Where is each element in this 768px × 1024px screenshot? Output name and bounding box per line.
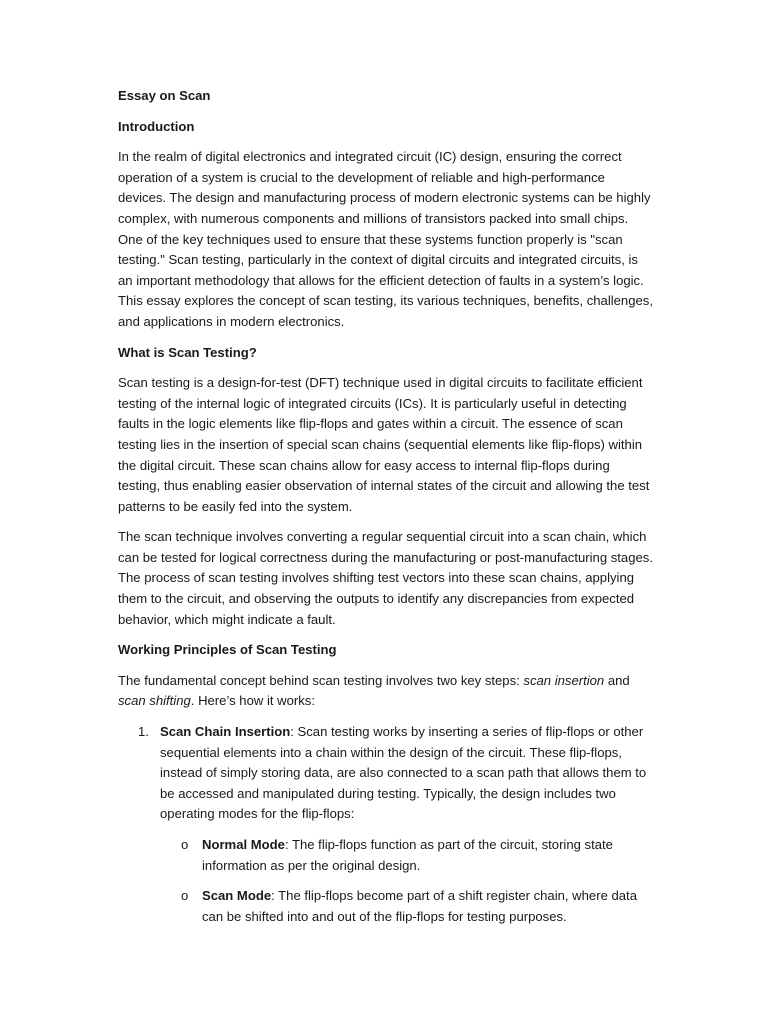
document-title: Essay on Scan (118, 88, 211, 103)
introduction-paragraph: In the realm of digital electronics and integrated circuit (IC) design, ensuring the correct operation of a system is crucial to the development of reliable and high-performance devices. The design and manufacturing process of modern electronic systems can be highly complex, with numerous components and millions of transistors packed into small chips. One of the key techniques used to ensure that these systems function properly is "scan testing." Scan testing, particularly in the context of digital circuits and integrated circuits, is an important methodology that allows for the efficient detection of faults in a system’s logic. This essay explores the concept of scan testing, its various techniques, benefits, challenges, and applications in modern electronics. (118, 149, 653, 329)
principles-intro-paragraph (118, 671, 654, 712)
section-heading-working-principles: Working Principles of Scan Testing (118, 642, 337, 658)
what-is-paragraph-2: The scan technique involves converting a regular sequential circuit into a scan chain, which can be tested for logical correctness during the manufacturing or post-manufacturing stages. The process of scan testing involves shifting test vectors into these scan chains, applying them to the circuit, and observing the outputs to identify any discrepancies from expected behavior, which might indicate a fault. (118, 529, 653, 627)
principles-numbered-list (118, 722, 654, 927)
scan-insertion-term: scan insertion (523, 672, 605, 688)
section-heading-introduction: Introduction (118, 118, 195, 134)
mode-term: Normal Mode (202, 837, 285, 852)
mode-text: : The flip-flops become part of a shift register chain, where data can be shifted into and out of the flip-flops for testing purposes. (202, 888, 637, 924)
hollow-bullet-icon: o (181, 888, 189, 904)
mode-text: : The flip-flops function as part of the circuit, storing state information as per the original design. (202, 837, 613, 873)
principles-intro-text-3: . Here’s how it works: (190, 693, 315, 709)
list-item-scan-chain-insertion (118, 722, 654, 927)
principles-intro-text-2: and (604, 672, 630, 688)
list-item-scan-mode (160, 886, 654, 927)
list-item-text: : Scan testing works by inserting a series of flip-flops or other sequential elements into a chain within the design of the circuit. These flip-flops, instead of simply storing data, are also connected to a scan path that allows them to be accessed and manipulated during testing. Typically, the design includes two operating modes for the flip-flops: (160, 724, 647, 822)
section-heading-what-is-scan-testing: What is Scan Testing? (118, 344, 257, 360)
list-item-normal-mode (160, 835, 654, 876)
principles-intro-text-1: The fundamental concept behind scan testing involves two key steps: (118, 672, 524, 688)
list-item-number: 1. (138, 724, 149, 740)
operating-modes-list (160, 835, 654, 927)
what-is-paragraph-1: Scan testing is a design-for-test (DFT) technique used in digital circuits to facilitate efficient testing of the internal logic of integrated circuits (ICs). It is particularly useful in detecting faults in the logic elements like flip-flops and gates within a circuit. The essence of scan testing lies in the insertion of special scan chains (sequential elements like flip-flops) within the digital circuit. These scan chains allow for easy access to internal flip-flops during testing, thus enabling easier observation of internal states of the circuit and allowing the test patterns to be easily fed into the system. (118, 375, 650, 514)
mode-term: Scan Mode (202, 888, 272, 904)
list-item-term: Scan Chain Insertion (160, 724, 291, 740)
document-page (118, 86, 654, 937)
hollow-bullet-icon: o (181, 837, 189, 852)
scan-shifting-term: scan shifting (118, 693, 191, 709)
